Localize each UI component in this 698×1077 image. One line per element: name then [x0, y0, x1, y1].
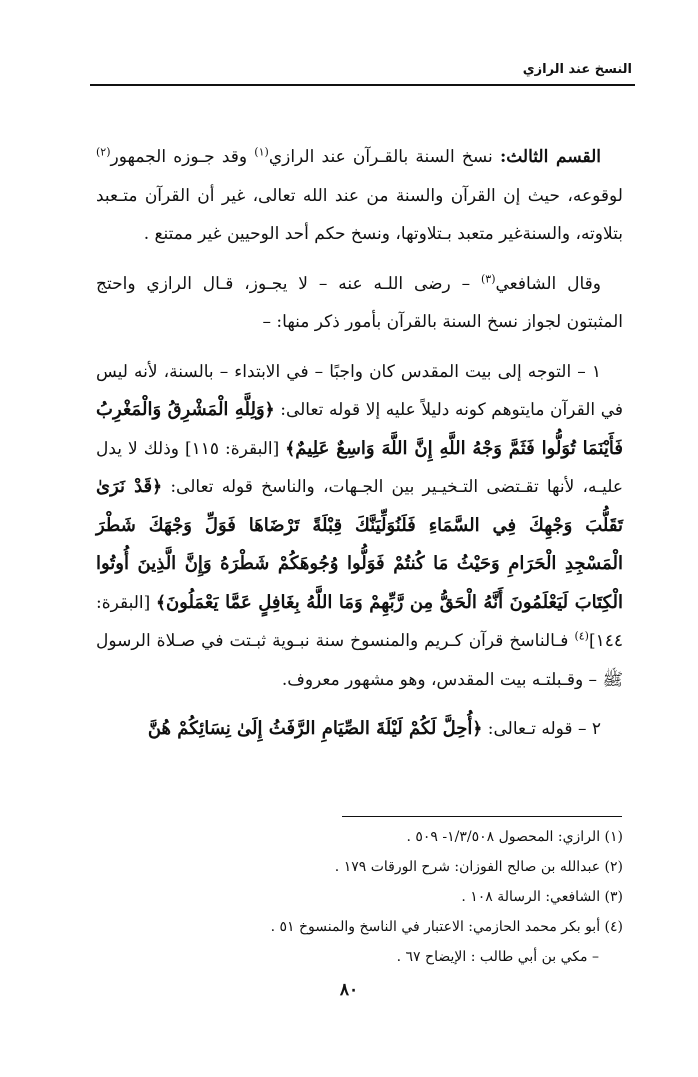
footnote-ref-3[interactable]: (٣) [481, 271, 496, 285]
verse-open-brace: ﴿ [152, 477, 163, 497]
paragraph-3-text-a: ١ – التوجه إلى بيت المقدس كان واجبًا – في الابتداء – بالسنة، لأنه ليس في القرآن مايتوهم كونه دليلاً عليه إلا قوله تعالى: [96, 361, 623, 420]
footnote-4-continuation: – مكي بن أبي طالب : الإيضاح ٦٧ . [396, 949, 599, 965]
paragraph-3-text-b: [البقرة: ١١٥] وذلك لا يدل عليـه، لأنها تقـتضى التـخيـير بين الجـهات، والناسخ قوله تعالى: [96, 438, 623, 497]
footnotes [150, 822, 623, 972]
paragraph-3-text-c: [البقرة: ١٤٤] [96, 592, 623, 651]
page-number: ٨٠ [339, 980, 359, 1000]
footnote-ref-1[interactable]: (١) [254, 145, 269, 159]
footnote-1: (١) الرازي: المحصول ١/٣/٥٠٨- ٥٠٩ . [406, 829, 623, 845]
paragraph-4-text-a: ٢ – قوله تـعالى: [482, 719, 601, 739]
paragraph-3-text-d: فـالناسخ قرآن كـريم والمنسوخ سنة نبـوية ثبـتت في صـلاة الرسول ﷺ – وقـبلتـه بيت المقدس، وهو مشهور معروف. [96, 631, 623, 690]
footnote-ref-2[interactable]: (٢) [96, 145, 111, 159]
paragraph-2-text-a: وقال الشافعي [495, 273, 601, 294]
verse-open-brace: ﴿ [264, 400, 275, 420]
quran-verse-baqarah-144: قَدْ نَرَىٰ تَقَلُّبَ وَجْهِكَ فِي السَّمَاءِ فَلَنُوَلِّيَنَّكَ قِبْلَةً تَرْضَاهَا فَوَلِّ وَجْهَكَ شَطْرَ الْمَسْجِدِ الْحَرَامِ وَحَيْثُ مَا كُنتُمْ فَوَلُّوا وُجُوهَكُمْ شَطْرَهُ وَإِنَّ الَّذِينَ أُوتُوا الْكِتَابَ لَيَعْلَمُونَ أَنَّهُ الْحَقُّ مِن رَّبِّهِمْ وَمَا اللَّهُ بِغَافِلٍ عَمَّا يَعْمَلُونَ [96, 476, 623, 613]
verse-close-brace: ﴾ [285, 438, 296, 459]
footnote-separator [342, 816, 622, 817]
footnote-4: (٤) أبو بكر محمد الحازمي: الاعتبار في الناسخ والمنسوخ ٥١ . [270, 919, 623, 935]
main-text [96, 138, 623, 749]
header-rule [90, 84, 635, 86]
paragraph-4 [96, 710, 623, 749]
quran-verse-baqarah-115: وَلِلَّهِ الْمَشْرِقُ وَالْمَغْرِبُ فَأَيْنَمَا تُوَلُّوا فَثَمَّ وَجْهُ اللَّهِ إِنَّ اللَّهَ وَاسِعٌ عَلِيمٌ [96, 399, 623, 459]
quran-verse-baqarah-187: أُحِلَّ لَكُمْ لَيْلَةَ الصِّيَامِ الرَّفَثُ إِلَىٰ نِسَائِكُمْ هُنَّ [147, 718, 473, 739]
paragraph-2 [96, 265, 623, 342]
section-heading: القسم الثالث: [499, 147, 602, 167]
footnote-ref-4[interactable]: (٤) [574, 629, 589, 643]
paragraph-2-text-b: – رضى اللـه عنه – لا يجـوز، قـال الرازي واحتج المثبتون لجواز نسخ السنة بالقرآن بأمور ذكر منها: – [96, 273, 623, 332]
paragraph-3 [96, 353, 623, 700]
paragraph-1-text-a: نسخ السنة بالقـرآن عند الرازي [268, 147, 500, 167]
paragraph-1-text-b: وقد جـوزه الجمهور [110, 147, 255, 167]
footnote-3: (٣) الشافعي: الرسالة ١٠٨ . [461, 889, 623, 905]
running-header-title: النسخ عند الرازي [522, 62, 632, 77]
verse-close-brace: ﴾ [155, 592, 166, 613]
paragraph-1 [96, 138, 623, 254]
footnote-2: (٢) عبدالله بن صالح الفوزان: شرح الورقات ١٧٩ . [334, 859, 623, 875]
paragraph-1-text-c: لوقوعه، حيث إن القرآن والسنة من عند الله تعالى، غير أن القرآن متـعبد بتلاوته، والسنةغير متعبد بـتلاوتها، ونسخ حكم أحد الوحيين غير ممتنع . [96, 185, 623, 244]
verse-open-brace: ﴿ [472, 719, 483, 739]
